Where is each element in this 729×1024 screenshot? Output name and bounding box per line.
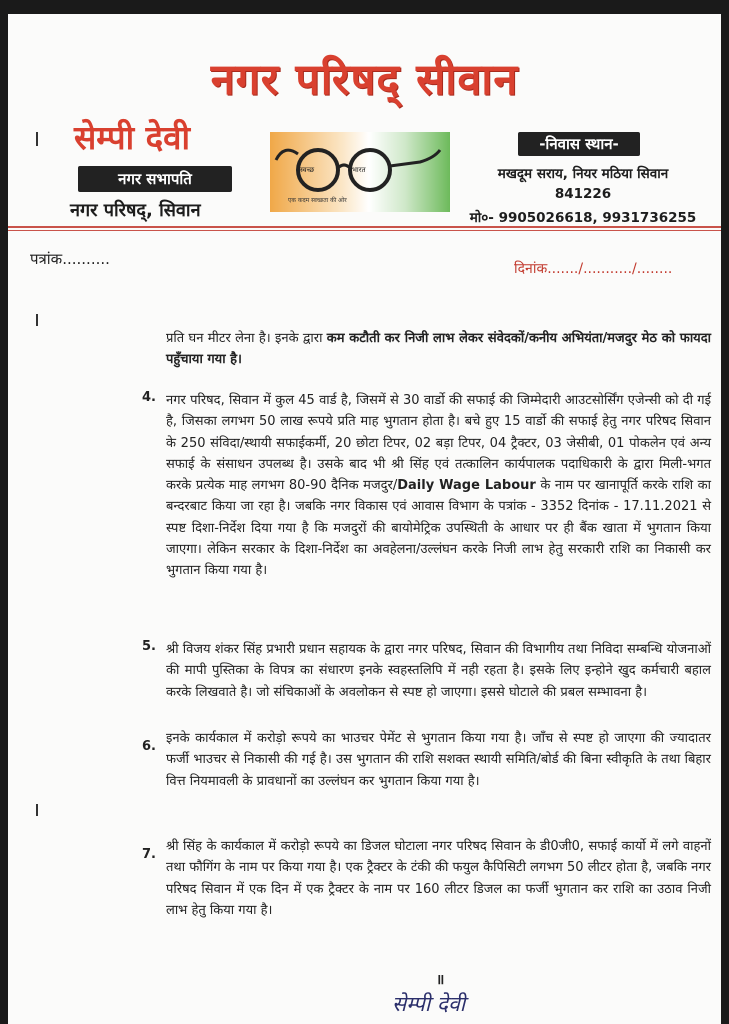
paragraph-number: 5. — [142, 639, 156, 654]
paragraph-6: इनके कार्यकाल में करोड़ो रूपये का भाउचर पेमेंट से भुगतान किया गया है। जाँच से स्पष्ट हो जाएगा की ज्यादातर फर्जी भाउचर से निकासी की गई है। उस भुगतान की राशि सशक्त स्थायी समिति/बोर्ड की बिना स्वीकृति के तथा बिहार वित्त नियमावली के प्रावधानों का उल्लंघन कर भुगतान किया गया है। — [166, 731, 711, 789]
paragraph-number: 6. — [142, 739, 156, 754]
swachh-bharat-logo — [270, 132, 450, 212]
paragraph-number: 4. — [142, 390, 156, 405]
intro-paragraph — [166, 328, 711, 371]
address-line: मखदूम सराय, नियर मठिया सिवान — [497, 166, 669, 182]
letter-page — [8, 14, 721, 1024]
reference-number-field: पत्रांक.......... — [30, 250, 110, 268]
paragraph-7: श्री सिंह के कार्यकाल में करोड़ो रूपये का डिजल घोटाला नगर परिषद सिवान के डी0जी0, सफाई कार्यो में लगे वाहनों तथा फौगिंग के नाम पर किया गया है। एक ट्रैक्टर के टंकी की फयुल कैपिसिटी लगभग 50 लीटर होता है, जबकि नगर परिषद सिवान में एक दिन में एक ट्रैक्टर के नाम पर 160 लीटर डिजल का फर्जी भुगतान कर राशि का उठाव निजी लाभ हेतु किया गया है। — [166, 839, 711, 918]
scan-mark — [36, 132, 38, 146]
paragraph-bold-text: Daily Wage Labour — [397, 478, 536, 494]
logo-word-left: स्वच्छ — [300, 166, 315, 174]
signature: सेम्पी देवी — [392, 992, 466, 1016]
phone-numbers: मो०- 9905026618, 9931736255 — [469, 210, 697, 226]
logo-tagline: एक कदम स्वच्छता की ओर — [288, 197, 347, 204]
residence-badge: -निवास स्थान- — [518, 132, 640, 156]
date-field: दिनांक......./.........../........ — [514, 261, 673, 277]
scan-mark — [36, 804, 38, 816]
logo-word-right: भारत — [352, 166, 366, 174]
office-name: नगर परिषद्, सिवान — [70, 200, 201, 221]
org-name-heading: नगर परिषद् सीवान — [210, 55, 519, 105]
paragraph-number: 7. — [142, 847, 156, 862]
chairperson-name: सेम्पी देवी — [74, 118, 191, 157]
pin-code: 841226 — [554, 186, 612, 202]
intro-text: प्रति घन मीटर लेना है। इनके द्वारा — [166, 331, 327, 346]
paragraph-text: नगर परिषद, सिवान में कुल 45 वार्ड है, जिसमें से 30 वार्डो की सफाई की जिम्मेदारी आउटसोर्सिंग एजेन्सी को दी गई है, जिसका लगभग 50 लाख रूपये प्रति माह भुगतान होता है। बचे हुए 15 वार्डो की सफाई हेतु नगर परिषद सिवान के 250 संविदा/स्थायी सफाईकर्मी, 20 छोटा टिपर, 02 बड़ा टिपर, 04 ट्रैक्टर, 03 जेसीबी, 01 पोकलेन एवं अन्य सफाई के संसाधन उपलब्ध है। उसके बाद भी श्री सिंह एवं तत्कालिन कार्यपालक पदाधिकारी के द्वारा मिली-भगत करके प्रत्येक माह लगभग 80-90 दैनिक मजदुर/ — [166, 393, 711, 494]
paragraph-5: श्री विजय शंकर सिंह प्रभारी प्रधान सहायक के द्वारा नगर परिषद, सिवान की विभागीय तथा निविदा सम्बन्धि योजनाओं की मापी पुस्तिका के विपत्र का संधारण इनके स्वहस्तलिपि में नही रहता है। इसके लिए इन्होने खुद कर्मचारी बहाल करके लिखवाते है। जो संचिकाओं के अवलोकन से स्पष्ट हो जाएगा। इससे घोटाले की प्रबल सम्भावना है। — [166, 642, 711, 700]
paragraph-text: के नाम पर खानापूर्ति करके राशि का बन्दरबाट किया जा रहा है। जबकि नगर विकास एवं आवास विभाग के पत्रांक - 3352 दिनांक - 17.11.2021 से स्पष्ट दिशा-निर्देश दिया गया है कि मजदुरों की बायोमेट्रिक उपस्थिती के आधार पर ही बैंक खाता में भुगतान किया जाएगा। लेकिन सरकार के दिशा-निर्देश का अवहेलना/उल्लंघन करके निजी लाभ हेतु सरकारी राशि का निकासी कर भुगतान किया गया है। — [166, 478, 711, 579]
header-rule-thin — [8, 230, 721, 231]
header-rule — [8, 226, 721, 228]
designation-badge: नगर सभापति — [78, 166, 232, 192]
paragraph-4 — [166, 390, 711, 582]
closing-mark: ॥ — [436, 972, 445, 988]
scan-mark — [36, 314, 38, 326]
intro-bold-text: कम कटौती कर निजी लाभ लेकर संवेदकों/कनीय अभियंता/मजदुर मेठ को फायदा पहुँचाया गया है। — [166, 331, 711, 368]
